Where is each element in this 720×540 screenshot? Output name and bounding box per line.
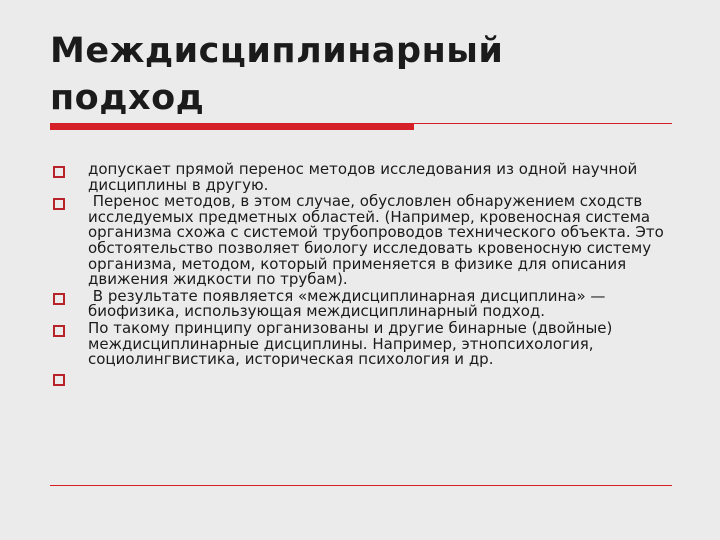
hollow-square-bullet-icon [53,293,65,305]
bullet-item [52,194,672,288]
bullet-item [52,162,672,193]
bullet-text: В результате появляется «междисциплинарная дисциплина» — биофизика, использующая междисциплинарный подход. [88,286,611,321]
title-underline-thin [414,123,672,124]
bullet-list [52,162,672,387]
hollow-square-bullet-icon [53,166,65,178]
title-underline-thick [50,123,414,130]
hollow-square-bullet-icon [53,198,65,210]
bullet-text: допускает прямой перенос методов исследования из одной научной дисциплины в другую. [88,160,638,194]
footer-divider [50,485,672,486]
bullet-text: По такому принципу организованы и другие бинарные (двойные) междисциплинарные дисциплины. Например, этнопсихология, социолингвистика, историческая психология и др. [88,318,613,369]
bullet-item [52,318,672,369]
hollow-square-bullet-icon [53,325,65,337]
slide-title-line-2: подход [50,78,205,118]
hollow-square-bullet-icon [53,374,65,386]
bullet-item [52,286,672,321]
bullet-text: Перенос методов, в этом случае, обусловлен обнаружением сходств исследуемых предметных областей. (Например, кровеносная система организма схожа с системой трубопроводов технического объекта. Это обстоятельство позволяет биологу исследовать кровеносную систему организма, методом, который применяется в физике для описания движения жидкости по трубам). [88,192,669,289]
slide-title [50,28,670,122]
slide-title-line-1: Междисциплинарный [50,31,504,71]
bullet-item-empty [52,370,672,386]
